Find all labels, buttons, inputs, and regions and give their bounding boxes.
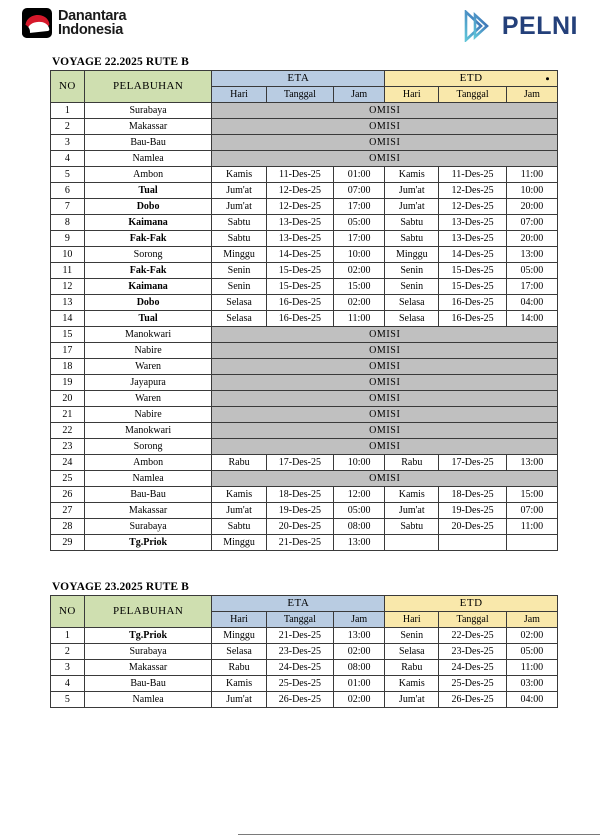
table-row (51, 343, 558, 359)
cell-pelabuhan: Sorong (84, 439, 212, 455)
cell-etd-hari: Selasa (385, 295, 439, 311)
cell-etd-hari: Kamis (385, 487, 439, 503)
cell-pelabuhan: Makassar (84, 503, 212, 519)
cell-etd-hari: Kamis (385, 167, 439, 183)
cell-etd-jam: 20:00 (506, 231, 557, 247)
cell-pelabuhan: Bau-Bau (84, 135, 212, 151)
cell-omisi: OMISI (212, 375, 558, 391)
cell-etd-hari: Selasa (385, 311, 439, 327)
danantara-indonesia-logo (22, 8, 126, 38)
page-bottom-rule (238, 834, 600, 835)
cell-eta-jam: 05:00 (334, 503, 385, 519)
cell-eta-jam: 08:00 (334, 660, 385, 676)
cell-pelabuhan: Surabaya (84, 644, 212, 660)
cell-etd-hari: Senin (385, 263, 439, 279)
cell-pelabuhan: Tg.Priok (84, 628, 212, 644)
table-row (51, 519, 558, 535)
cell-eta-tanggal: 21-Des-25 (266, 535, 333, 551)
cell-no: 6 (51, 183, 85, 199)
column-group-header-eta: ETA (212, 596, 385, 612)
cell-no: 12 (51, 279, 85, 295)
cell-no: 2 (51, 644, 85, 660)
cell-eta-hari: Minggu (212, 535, 266, 551)
voyage-table-block-1 (0, 56, 600, 551)
cell-etd-jam: 20:00 (506, 199, 557, 215)
document-header (0, 0, 600, 56)
table-header-1 (51, 71, 558, 103)
cell-no: 3 (51, 660, 85, 676)
table-row (51, 644, 558, 660)
cell-eta-tanggal: 26-Des-25 (266, 692, 333, 708)
cell-etd-tanggal: 16-Des-25 (439, 311, 506, 327)
table-row (51, 263, 558, 279)
column-header-eta-hari: Hari (212, 612, 266, 628)
column-header-eta-tanggal: Tanggal (266, 612, 333, 628)
cell-etd-hari: Jum'at (385, 199, 439, 215)
voyage-title-1: VOYAGE 22.2025 RUTE B (52, 56, 189, 68)
cell-eta-hari: Sabtu (212, 519, 266, 535)
cell-eta-jam: 17:00 (334, 199, 385, 215)
cell-eta-hari: Minggu (212, 628, 266, 644)
cell-no: 3 (51, 135, 85, 151)
cell-no: 21 (51, 407, 85, 423)
column-header-etd-tanggal: Tanggal (439, 612, 506, 628)
table-row (51, 455, 558, 471)
cell-pelabuhan: Ambon (84, 167, 212, 183)
cell-pelabuhan: Ambon (84, 455, 212, 471)
table-header-2 (51, 596, 558, 628)
cell-eta-jam: 10:00 (334, 455, 385, 471)
column-header-etd-jam: Jam (506, 612, 557, 628)
cell-eta-jam: 02:00 (334, 644, 385, 660)
cell-etd-hari: Jum'at (385, 503, 439, 519)
cell-no: 1 (51, 628, 85, 644)
cell-eta-tanggal: 25-Des-25 (266, 676, 333, 692)
column-header-no: NO (51, 596, 85, 628)
cell-eta-hari: Kamis (212, 676, 266, 692)
cell-etd-tanggal: 15-Des-25 (439, 263, 506, 279)
cell-eta-hari: Sabtu (212, 215, 266, 231)
cell-pelabuhan: Waren (84, 391, 212, 407)
cell-pelabuhan: Tg.Priok (84, 535, 212, 551)
table-row (51, 167, 558, 183)
table-header-row-top (51, 596, 558, 612)
cell-pelabuhan: Nabire (84, 407, 212, 423)
column-group-header-eta: ETA (212, 71, 385, 87)
cell-no: 19 (51, 375, 85, 391)
cell-eta-jam: 01:00 (334, 676, 385, 692)
cell-eta-jam: 10:00 (334, 247, 385, 263)
voyage-table-block-2 (0, 581, 600, 708)
cell-eta-jam: 02:00 (334, 295, 385, 311)
table-row (51, 535, 558, 551)
cell-pelabuhan: Makassar (84, 660, 212, 676)
cell-eta-jam: 13:00 (334, 535, 385, 551)
cell-no: 5 (51, 692, 85, 708)
cell-etd-tanggal: 11-Des-25 (439, 167, 506, 183)
cell-etd-tanggal: 16-Des-25 (439, 295, 506, 311)
cell-pelabuhan: Nabire (84, 343, 212, 359)
cell-eta-tanggal: 12-Des-25 (266, 199, 333, 215)
cell-pelabuhan: Tual (84, 183, 212, 199)
cell-eta-tanggal: 15-Des-25 (266, 279, 333, 295)
cell-no: 27 (51, 503, 85, 519)
cell-eta-jam: 08:00 (334, 519, 385, 535)
cell-eta-jam: 11:00 (334, 311, 385, 327)
table-body-1 (51, 103, 558, 551)
column-header-no: NO (51, 71, 85, 103)
cell-etd-tanggal: 12-Des-25 (439, 199, 506, 215)
cell-no: 22 (51, 423, 85, 439)
table-row (51, 311, 558, 327)
cell-eta-tanggal: 20-Des-25 (266, 519, 333, 535)
cell-etd-tanggal: 26-Des-25 (439, 692, 506, 708)
cell-eta-tanggal: 17-Des-25 (266, 455, 333, 471)
cell-eta-hari: Selasa (212, 311, 266, 327)
cell-etd-hari: Selasa (385, 644, 439, 660)
cell-pelabuhan: Fak-Fak (84, 231, 212, 247)
cell-pelabuhan: Surabaya (84, 103, 212, 119)
cell-omisi: OMISI (212, 119, 558, 135)
cell-no: 7 (51, 199, 85, 215)
cell-etd-jam: 17:00 (506, 279, 557, 295)
cell-etd-hari: Rabu (385, 455, 439, 471)
column-group-header-etd (385, 71, 558, 87)
cell-etd-tanggal: 22-Des-25 (439, 628, 506, 644)
pelni-wordmark: PELNI (501, 11, 578, 40)
cell-etd-jam: 11:00 (506, 167, 557, 183)
voyage-title-2: VOYAGE 23.2025 RUTE B (52, 581, 189, 593)
cell-no: 15 (51, 327, 85, 343)
cell-pelabuhan: Namlea (84, 471, 212, 487)
cell-pelabuhan: Sorong (84, 247, 212, 263)
cell-pelabuhan: Namlea (84, 692, 212, 708)
table-row (51, 247, 558, 263)
cell-etd-hari: Sabtu (385, 519, 439, 535)
cell-eta-hari: Jum'at (212, 183, 266, 199)
cell-eta-hari: Kamis (212, 487, 266, 503)
cell-etd-jam: 05:00 (506, 263, 557, 279)
cell-etd-jam: 04:00 (506, 692, 557, 708)
cell-omisi: OMISI (212, 327, 558, 343)
etd-bullet-marker-icon (546, 77, 550, 81)
column-header-pelabuhan: PELABUHAN (84, 71, 212, 103)
cell-pelabuhan: Bau-Bau (84, 487, 212, 503)
cell-etd-hari: Sabtu (385, 215, 439, 231)
table-header-row-top (51, 71, 558, 87)
cell-no: 18 (51, 359, 85, 375)
cell-eta-jam: 13:00 (334, 628, 385, 644)
cell-pelabuhan: Surabaya (84, 519, 212, 535)
table-row (51, 295, 558, 311)
table-body-2 (51, 628, 558, 708)
cell-eta-tanggal: 21-Des-25 (266, 628, 333, 644)
cell-eta-jam: 02:00 (334, 263, 385, 279)
danantara-swoosh-icon (22, 8, 52, 38)
cell-pelabuhan: Manokwari (84, 327, 212, 343)
cell-no: 4 (51, 676, 85, 692)
table-row (51, 660, 558, 676)
cell-etd-hari (385, 535, 439, 551)
cell-eta-tanggal: 19-Des-25 (266, 503, 333, 519)
cell-etd-jam: 15:00 (506, 487, 557, 503)
table-row (51, 279, 558, 295)
cell-no: 25 (51, 471, 85, 487)
cell-pelabuhan: Waren (84, 359, 212, 375)
table-row (51, 103, 558, 119)
cell-etd-jam: 13:00 (506, 247, 557, 263)
cell-no: 11 (51, 263, 85, 279)
cell-eta-tanggal: 23-Des-25 (266, 644, 333, 660)
cell-etd-hari: Senin (385, 628, 439, 644)
cell-omisi: OMISI (212, 135, 558, 151)
cell-no: 2 (51, 119, 85, 135)
cell-eta-tanggal: 13-Des-25 (266, 215, 333, 231)
cell-omisi: OMISI (212, 103, 558, 119)
table-row (51, 692, 558, 708)
cell-eta-tanggal: 11-Des-25 (266, 167, 333, 183)
cell-no: 29 (51, 535, 85, 551)
cell-etd-tanggal: 23-Des-25 (439, 644, 506, 660)
cell-eta-tanggal: 12-Des-25 (266, 183, 333, 199)
cell-eta-jam: 05:00 (334, 215, 385, 231)
column-header-etd-hari: Hari (385, 612, 439, 628)
cell-etd-jam: 14:00 (506, 311, 557, 327)
column-header-eta-hari: Hari (212, 87, 266, 103)
cell-omisi: OMISI (212, 151, 558, 167)
cell-etd-tanggal: 18-Des-25 (439, 487, 506, 503)
cell-eta-hari: Senin (212, 263, 266, 279)
cell-pelabuhan: Dobo (84, 199, 212, 215)
cell-eta-hari: Jum'at (212, 199, 266, 215)
cell-no: 10 (51, 247, 85, 263)
table-row (51, 391, 558, 407)
cell-pelabuhan: Makassar (84, 119, 212, 135)
column-header-eta-jam: Jam (334, 87, 385, 103)
table-row (51, 231, 558, 247)
cell-etd-jam: 13:00 (506, 455, 557, 471)
cell-omisi: OMISI (212, 391, 558, 407)
cell-etd-jam: 05:00 (506, 644, 557, 660)
table-row (51, 151, 558, 167)
cell-eta-hari: Jum'at (212, 503, 266, 519)
cell-eta-hari: Senin (212, 279, 266, 295)
cell-eta-jam: 02:00 (334, 692, 385, 708)
cell-eta-jam: 17:00 (334, 231, 385, 247)
cell-etd-jam: 02:00 (506, 628, 557, 644)
cell-etd-tanggal: 13-Des-25 (439, 231, 506, 247)
cell-eta-hari: Sabtu (212, 231, 266, 247)
cell-omisi: OMISI (212, 423, 558, 439)
cell-omisi: OMISI (212, 407, 558, 423)
cell-no: 28 (51, 519, 85, 535)
voyage-schedule-table-2 (50, 595, 558, 708)
table-row (51, 503, 558, 519)
cell-etd-tanggal: 15-Des-25 (439, 279, 506, 295)
cell-eta-hari: Selasa (212, 295, 266, 311)
table-row (51, 375, 558, 391)
column-header-pelabuhan: PELABUHAN (84, 596, 212, 628)
cell-eta-tanggal: 24-Des-25 (266, 660, 333, 676)
cell-etd-hari: Jum'at (385, 183, 439, 199)
cell-eta-tanggal: 14-Des-25 (266, 247, 333, 263)
table-row (51, 183, 558, 199)
cell-etd-tanggal: 25-Des-25 (439, 676, 506, 692)
cell-etd-tanggal: 13-Des-25 (439, 215, 506, 231)
cell-no: 8 (51, 215, 85, 231)
cell-etd-hari: Jum'at (385, 692, 439, 708)
cell-no: 1 (51, 103, 85, 119)
table-row (51, 471, 558, 487)
table-row (51, 215, 558, 231)
table-row (51, 359, 558, 375)
cell-pelabuhan: Tual (84, 311, 212, 327)
pelni-logo (463, 8, 578, 42)
cell-no: 14 (51, 311, 85, 327)
cell-omisi: OMISI (212, 359, 558, 375)
cell-etd-tanggal: 12-Des-25 (439, 183, 506, 199)
cell-no: 23 (51, 439, 85, 455)
cell-no: 24 (51, 455, 85, 471)
cell-etd-hari: Rabu (385, 660, 439, 676)
cell-pelabuhan: Manokwari (84, 423, 212, 439)
table-row (51, 487, 558, 503)
cell-eta-jam: 12:00 (334, 487, 385, 503)
cell-etd-tanggal: 17-Des-25 (439, 455, 506, 471)
cell-etd-tanggal: 19-Des-25 (439, 503, 506, 519)
cell-eta-tanggal: 16-Des-25 (266, 311, 333, 327)
cell-no: 13 (51, 295, 85, 311)
table-row (51, 119, 558, 135)
cell-etd-jam: 11:00 (506, 519, 557, 535)
table-row (51, 135, 558, 151)
cell-etd-jam: 11:00 (506, 660, 557, 676)
cell-eta-tanggal: 16-Des-25 (266, 295, 333, 311)
cell-etd-hari: Senin (385, 279, 439, 295)
cell-etd-jam: 07:00 (506, 215, 557, 231)
cell-eta-jam: 07:00 (334, 183, 385, 199)
cell-etd-jam: 10:00 (506, 183, 557, 199)
column-group-header-etd-label: ETD (459, 72, 483, 84)
cell-etd-jam: 07:00 (506, 503, 557, 519)
cell-eta-hari: Jum'at (212, 692, 266, 708)
cell-eta-tanggal: 13-Des-25 (266, 231, 333, 247)
table-row (51, 423, 558, 439)
cell-no: 4 (51, 151, 85, 167)
column-header-eta-tanggal: Tanggal (266, 87, 333, 103)
cell-no: 17 (51, 343, 85, 359)
table-row (51, 327, 558, 343)
cell-eta-jam: 15:00 (334, 279, 385, 295)
column-header-eta-jam: Jam (334, 612, 385, 628)
cell-eta-hari: Selasa (212, 644, 266, 660)
cell-etd-jam (506, 535, 557, 551)
table-row (51, 199, 558, 215)
cell-eta-tanggal: 18-Des-25 (266, 487, 333, 503)
cell-etd-jam: 03:00 (506, 676, 557, 692)
cell-eta-tanggal: 15-Des-25 (266, 263, 333, 279)
cell-eta-hari: Rabu (212, 455, 266, 471)
table-row (51, 628, 558, 644)
column-group-header-etd: ETD (385, 596, 558, 612)
table-row (51, 676, 558, 692)
cell-eta-hari: Minggu (212, 247, 266, 263)
cell-etd-jam: 04:00 (506, 295, 557, 311)
cell-omisi: OMISI (212, 343, 558, 359)
cell-no: 9 (51, 231, 85, 247)
cell-pelabuhan: Kaimana (84, 279, 212, 295)
cell-etd-tanggal (439, 535, 506, 551)
cell-etd-tanggal: 24-Des-25 (439, 660, 506, 676)
cell-pelabuhan: Dobo (84, 295, 212, 311)
column-header-etd-jam: Jam (506, 87, 557, 103)
cell-etd-hari: Sabtu (385, 231, 439, 247)
danantara-wordmark-line2: Indonesia (58, 22, 123, 38)
pelni-chevron-icon (463, 10, 497, 42)
cell-pelabuhan: Bau-Bau (84, 676, 212, 692)
cell-omisi: OMISI (212, 471, 558, 487)
cell-no: 20 (51, 391, 85, 407)
table-spacer (0, 551, 600, 581)
cell-omisi: OMISI (212, 439, 558, 455)
danantara-wordmark-line1: Danantara (58, 7, 127, 24)
cell-no: 26 (51, 487, 85, 503)
cell-etd-tanggal: 20-Des-25 (439, 519, 506, 535)
cell-etd-hari: Minggu (385, 247, 439, 263)
table-row (51, 439, 558, 455)
cell-eta-hari: Rabu (212, 660, 266, 676)
column-header-etd-hari: Hari (385, 87, 439, 103)
cell-pelabuhan: Fak-Fak (84, 263, 212, 279)
cell-pelabuhan: Kaimana (84, 215, 212, 231)
cell-eta-jam: 01:00 (334, 167, 385, 183)
cell-etd-hari: Kamis (385, 676, 439, 692)
table-row (51, 407, 558, 423)
cell-pelabuhan: Namlea (84, 151, 212, 167)
voyage-schedule-table-1 (50, 70, 558, 551)
cell-no: 5 (51, 167, 85, 183)
cell-eta-hari: Kamis (212, 167, 266, 183)
column-header-etd-tanggal: Tanggal (439, 87, 506, 103)
cell-pelabuhan: Jayapura (84, 375, 212, 391)
danantara-wordmark (58, 9, 126, 38)
cell-etd-tanggal: 14-Des-25 (439, 247, 506, 263)
